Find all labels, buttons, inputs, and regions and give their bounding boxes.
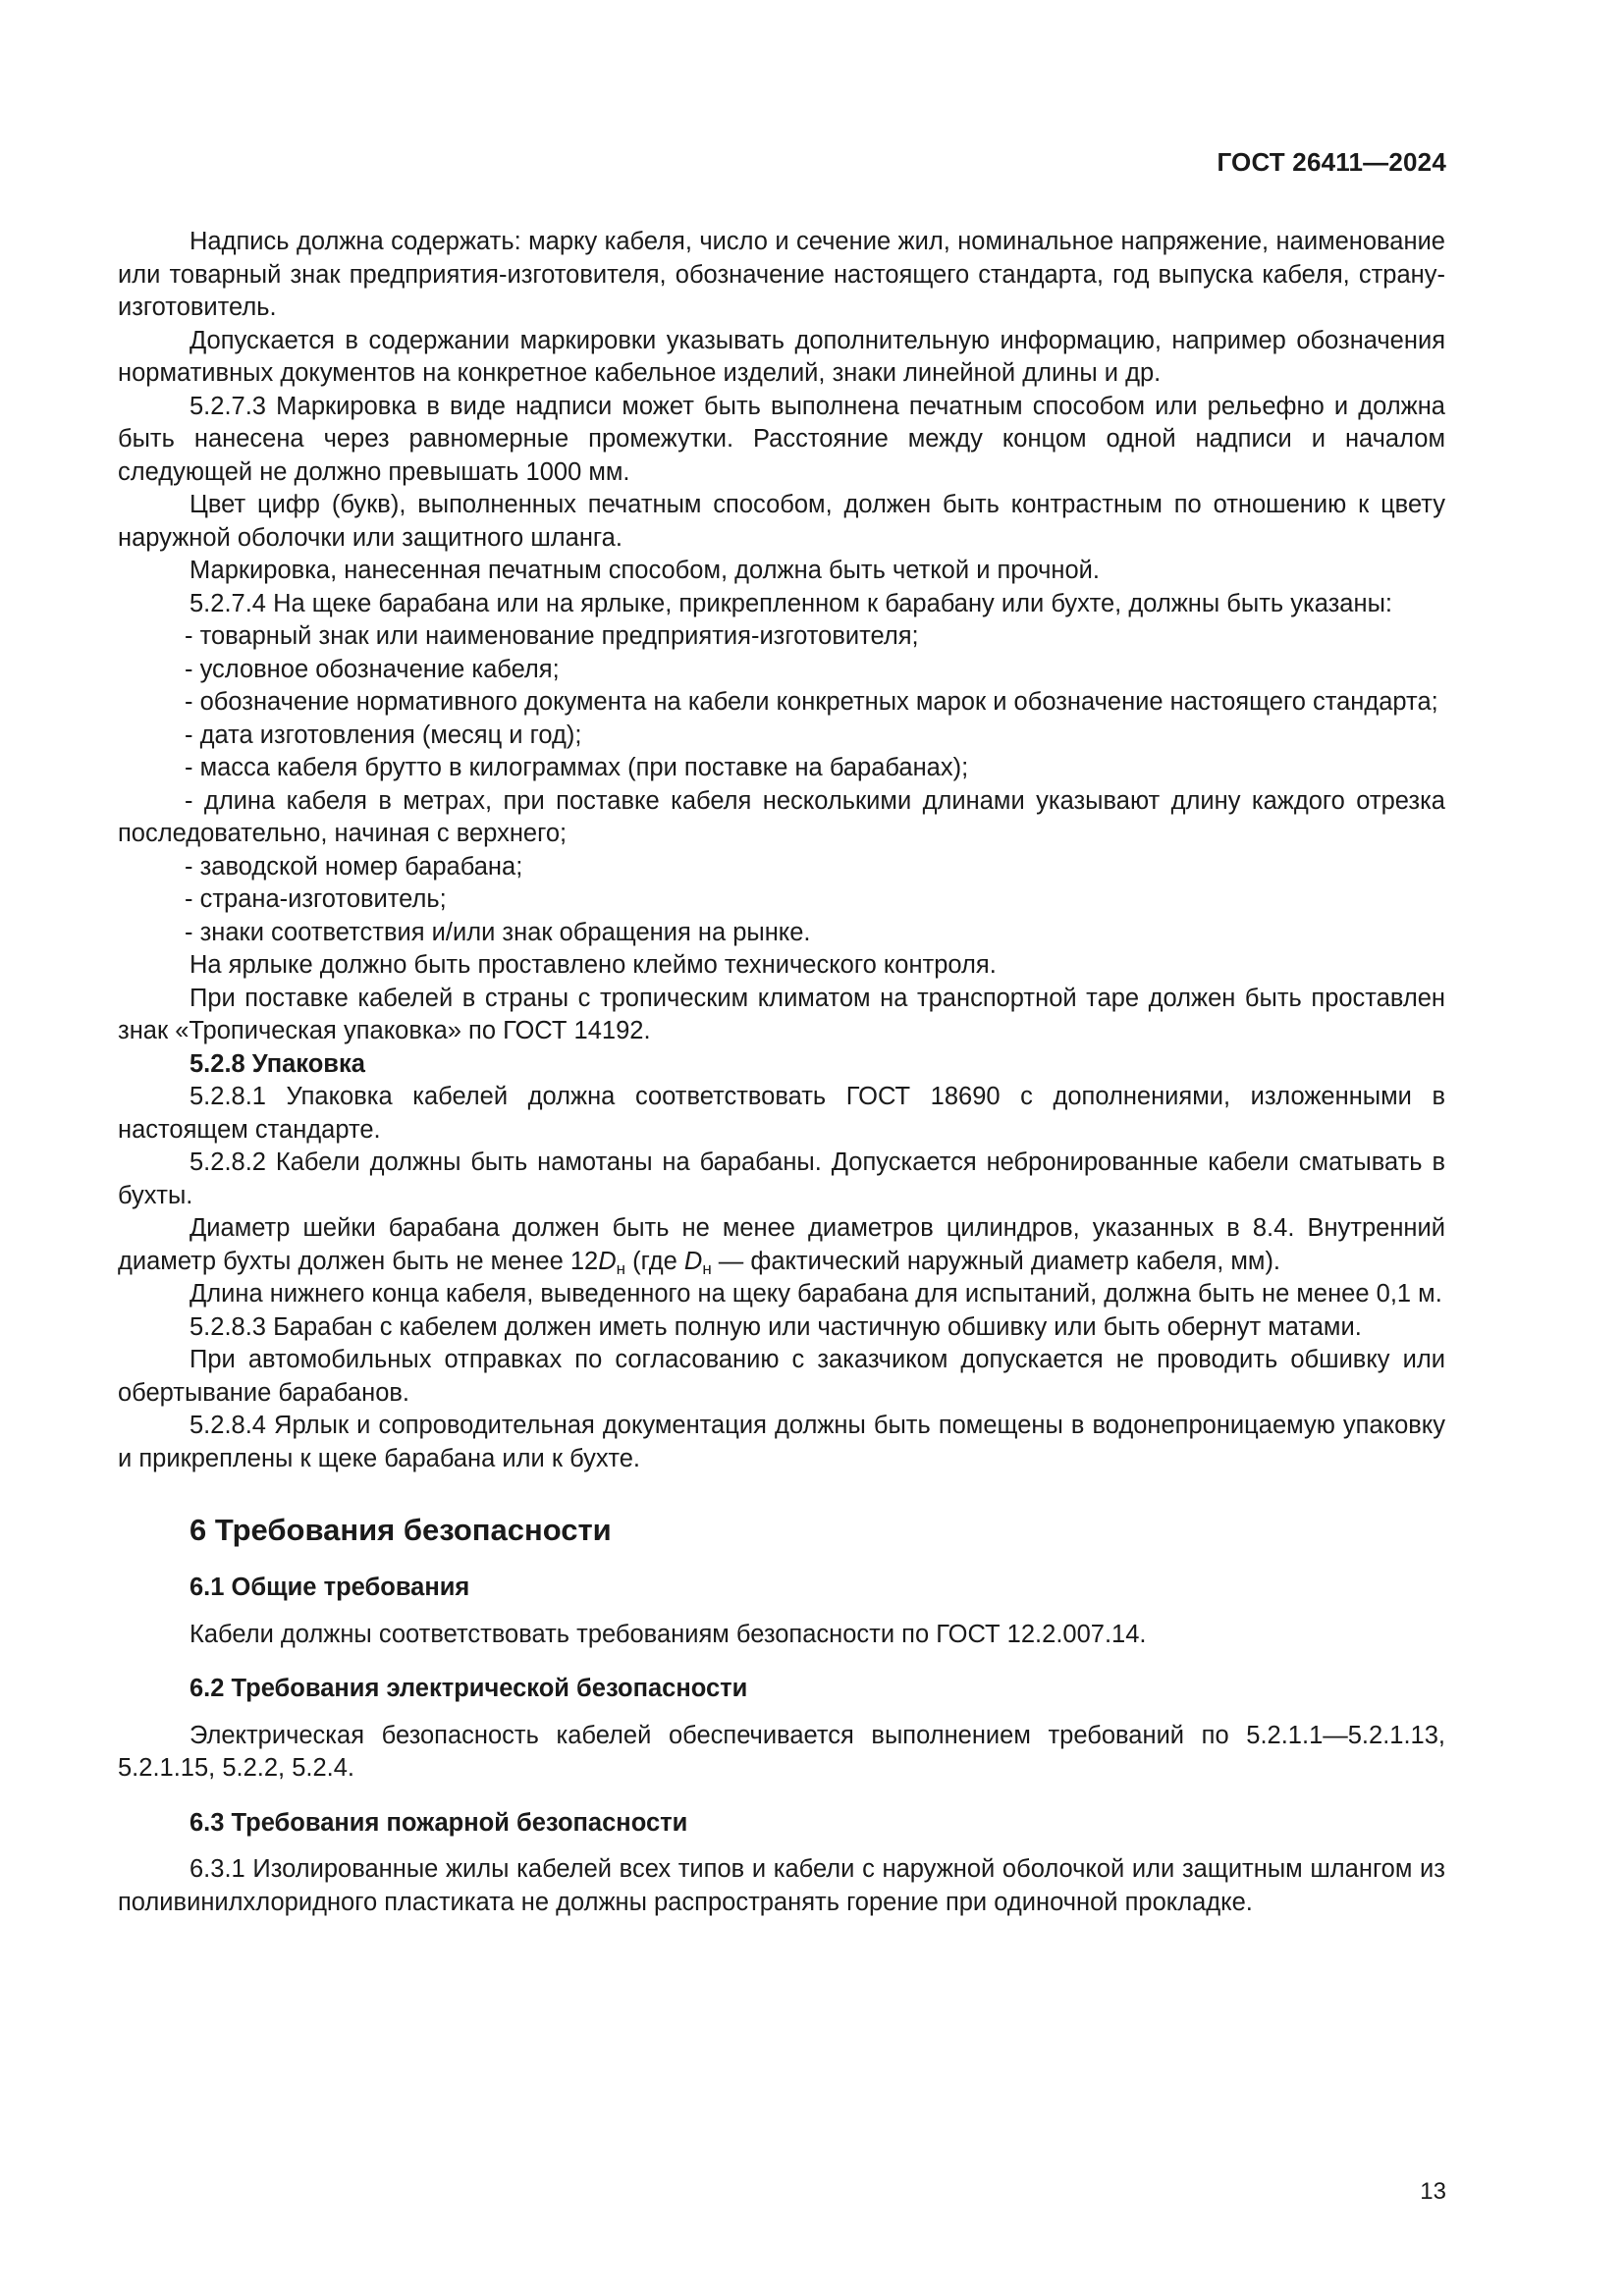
list-item: - условное обозначение кабеля; — [185, 655, 560, 683]
section-heading: 6 Требования безопасности — [189, 1513, 612, 1547]
paragraph: Маркировка, нанесенная печатным способом, должна быть четкой и прочной. — [189, 557, 1101, 584]
paragraph: На ярлыке должно быть проставлено клеймо технического контроля. — [189, 951, 997, 979]
list-item: - страна-изготовитель; — [185, 885, 447, 913]
diameter-subscript: н — [616, 1258, 626, 1278]
paragraph: Длина нижнего конца кабеля, выведенного на щеку барабана для испытаний, должна быть не менее 0,1 м. — [189, 1280, 1442, 1308]
diameter-subscript: н — [702, 1258, 712, 1278]
paragraph: Кабели должны соответствовать требованиям безопасности по ГОСТ 12.2.007.14. — [189, 1620, 1147, 1648]
document-body — [118, 226, 1445, 1919]
list-item: - длина кабеля в метрах, при поставке кабеля несколькими длинами указывают длину каждого отрезка последовательно, начиная с верхнего; — [118, 786, 1445, 847]
document-code-header: ГОСТ 26411—2024 — [1217, 147, 1446, 177]
list-item: - заводской номер барабана; — [185, 852, 523, 881]
text-run: — фактический наружный диаметр кабеля, мм). — [711, 1247, 1281, 1275]
paragraph: 5.2.7.3 Маркировка в виде надписи может быть выполнена печатным способом или рельефно и должна быть нанесена через равномерные промежутки. Расстояние между концом одной надписи и началом следующей не должно превышать 1000 мм. — [118, 392, 1445, 486]
text-run: (где — [625, 1247, 684, 1275]
paragraph: Допускается в содержании маркировки указывать дополнительную информацию, например обозначения нормативных документов на конкретное кабельное изделий, знаки линейной длины и др. — [118, 326, 1445, 387]
page-number: 13 — [1420, 2178, 1446, 2205]
paragraph: 5.2.8.2 Кабели должны быть намотаны на барабаны. Допускается небронированные кабели сматывать в бухты. — [118, 1148, 1445, 1209]
diameter-symbol: D — [683, 1247, 703, 1275]
paragraph: 6.3.1 Изолированные жилы кабелей всех типов и кабели с наружной оболочкой или защитным шлангом из поливинилхлоридного пластиката не должны распространять горение при одиночной прокладке. — [118, 1855, 1445, 1916]
paragraph: При автомобильных отправках по согласованию с заказчиком допускается не проводить обшивку или обертывание барабанов. — [118, 1346, 1445, 1407]
subsection-heading: 6.2 Требования электрической безопасности — [189, 1675, 748, 1702]
subsection-heading: 5.2.8 Упаковка — [189, 1049, 365, 1078]
text-run: Диаметр шейки барабана должен быть не менее диаметров цилиндров, указанных в 8.4. Внутренний диаметр бухты должен быть не менее 12 — [118, 1214, 1445, 1275]
list-item: - знаки соответствия и/или знак обращения на рынке. — [185, 918, 811, 946]
list-item: - обозначение нормативного документа на кабели конкретных марок и обозначение настоящего стандарта; — [185, 688, 1438, 716]
list-item: - масса кабеля брутто в килограммах (при поставке на барабанах); — [185, 754, 969, 781]
list-item: - товарный знак или наименование предприятия-изготовителя; — [185, 622, 919, 650]
paragraph: 5.2.8.1 Упаковка кабелей должна соответствовать ГОСТ 18690 с дополнениями, изложенными в настоящем стандарте. — [118, 1083, 1445, 1144]
paragraph: Электрическая безопасность кабелей обеспечивается выполнением требований по 5.2.1.1—5.2.1.13, 5.2.1.15, 5.2.2, 5.2.4. — [118, 1721, 1445, 1782]
paragraph-bundle-diameter — [118, 1212, 1445, 1278]
subsection-heading: 6.1 Общие требования — [189, 1574, 470, 1601]
paragraph: 5.2.7.4 На щеке барабана или на ярлыке, прикрепленном к барабану или бухте, должны быть указаны: — [189, 589, 1392, 617]
paragraph: 5.2.8.3 Барабан с кабелем должен иметь полную или частичную обшивку или быть обернут матами. — [189, 1312, 1362, 1341]
paragraph: Надпись должна содержать: марку кабеля, число и сечение жил, номинальное напряжение, наименование или товарный знак предприятия-изготовителя, обозначение настоящего стандарта, год выпуска кабеля, страну-изготовитель. — [118, 228, 1445, 321]
diameter-symbol: D — [598, 1247, 617, 1275]
paragraph: Цвет цифр (букв), выполненных печатным способом, должен быть контрастным по отношению к цвету наружной оболочки или защитного шланга. — [118, 491, 1445, 552]
list-item: - дата изготовления (месяц и год); — [185, 721, 582, 749]
paragraph: 5.2.8.4 Ярлык и сопроводительная документация должны быть помещены в водонепроницаемую упаковку и прикреплены к щеке барабана или к бухте. — [118, 1412, 1445, 1472]
subsection-heading: 6.3 Требования пожарной безопасности — [189, 1808, 688, 1837]
paragraph: При поставке кабелей в страны с тропическим климатом на транспортной таре должен быть проставлен знак «Тропическая упаковка» по ГОСТ 14192. — [118, 984, 1445, 1044]
